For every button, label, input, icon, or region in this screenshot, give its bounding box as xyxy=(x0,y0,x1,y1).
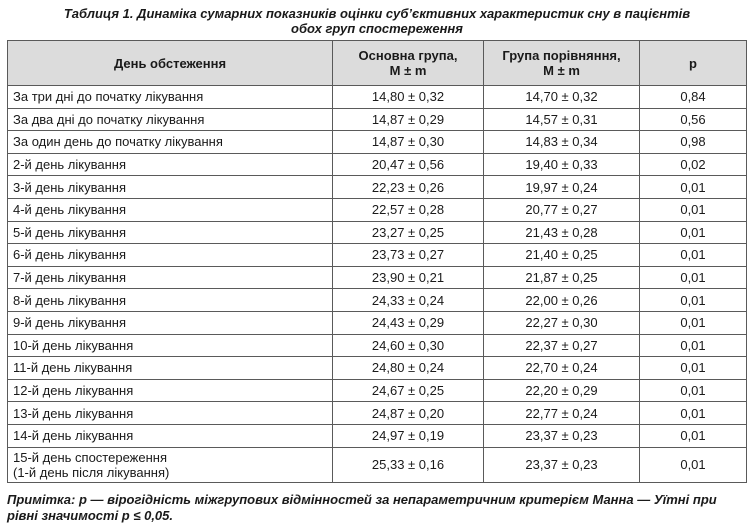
data-table xyxy=(7,40,747,483)
cell-main-group: 24,67 ± 0,25 xyxy=(333,379,484,402)
cell-main-group: 23,73 ± 0,27 xyxy=(333,244,484,267)
cell-day: 4-й день лікування xyxy=(8,198,333,221)
table-row xyxy=(8,221,747,244)
caption-line-1: Таблиця 1. Динаміка сумарних показників оцінки суб’єктивних характеристик сну в пацієнтів xyxy=(63,6,691,21)
header-comparison-group xyxy=(484,41,640,86)
cell-main-group: 24,80 ± 0,24 xyxy=(333,357,484,380)
cell-comparison-group: 23,37 ± 0,23 xyxy=(484,447,640,482)
cell-comparison-group: 14,57 ± 0,31 xyxy=(484,108,640,131)
cell-day: 7-й день лікування xyxy=(8,266,333,289)
cell-main-group: 24,43 ± 0,29 xyxy=(333,311,484,334)
cell-main-group: 22,57 ± 0,28 xyxy=(333,198,484,221)
cell-comparison-group: 14,83 ± 0,34 xyxy=(484,131,640,154)
header-main-group-label: Основна група, xyxy=(358,48,458,63)
table-row xyxy=(8,289,747,312)
cell-p-value: 0,01 xyxy=(640,311,747,334)
header-comparison-group-label: Група порівняння, xyxy=(502,48,621,63)
cell-main-group: 14,80 ± 0,32 xyxy=(333,86,484,109)
cell-day xyxy=(8,447,333,482)
cell-day-line-2: (1-й день після лікування) xyxy=(13,464,170,480)
table-row xyxy=(8,447,747,482)
cell-day: 9-й день лікування xyxy=(8,311,333,334)
cell-day: 8-й день лікування xyxy=(8,289,333,312)
cell-p-value: 0,01 xyxy=(640,266,747,289)
table-row xyxy=(8,357,747,380)
cell-comparison-group: 22,37 ± 0,27 xyxy=(484,334,640,357)
table-row xyxy=(8,266,747,289)
cell-p-value: 0,01 xyxy=(640,198,747,221)
cell-comparison-group: 22,00 ± 0,26 xyxy=(484,289,640,312)
cell-comparison-group: 21,40 ± 0,25 xyxy=(484,244,640,267)
cell-comparison-group: 22,27 ± 0,30 xyxy=(484,311,640,334)
cell-main-group: 24,87 ± 0,20 xyxy=(333,402,484,425)
table-row xyxy=(8,311,747,334)
table-row xyxy=(8,86,747,109)
table-row xyxy=(8,424,747,447)
cell-day: 12-й день лікування xyxy=(8,379,333,402)
cell-day-line-1: 15-й день спостереження xyxy=(13,449,167,465)
cell-day: 5-й день лікування xyxy=(8,221,333,244)
cell-day: 13-й день лікування xyxy=(8,402,333,425)
cell-p-value: 0,01 xyxy=(640,357,747,380)
cell-p-value: 0,01 xyxy=(640,424,747,447)
cell-comparison-group: 19,40 ± 0,33 xyxy=(484,153,640,176)
header-day: День обстеження xyxy=(8,41,333,86)
cell-comparison-group: 22,70 ± 0,24 xyxy=(484,357,640,380)
header-p: р xyxy=(640,41,747,86)
cell-day: 10-й день лікування xyxy=(8,334,333,357)
cell-day: За два дні до початку лікування xyxy=(8,108,333,131)
cell-p-value: 0,01 xyxy=(640,402,747,425)
table-row xyxy=(8,153,747,176)
table-row xyxy=(8,244,747,267)
table-body xyxy=(8,86,747,483)
cell-comparison-group: 21,43 ± 0,28 xyxy=(484,221,640,244)
cell-day: За три дні до початку лікування xyxy=(8,86,333,109)
cell-main-group: 25,33 ± 0,16 xyxy=(333,447,484,482)
cell-day: 2-й день лікування xyxy=(8,153,333,176)
cell-p-value: 0,01 xyxy=(640,221,747,244)
table-header-row xyxy=(8,41,747,86)
cell-day: За один день до початку лікування xyxy=(8,131,333,154)
cell-p-value: 0,01 xyxy=(640,289,747,312)
cell-main-group: 24,60 ± 0,30 xyxy=(333,334,484,357)
cell-day: 3-й день лікування xyxy=(8,176,333,199)
cell-p-value: 0,01 xyxy=(640,379,747,402)
cell-day: 6-й день лікування xyxy=(8,244,333,267)
table-row xyxy=(8,198,747,221)
cell-comparison-group: 22,20 ± 0,29 xyxy=(484,379,640,402)
table-note: Примітка: р — вірогідність міжгрупових відмінностей за непараметричним критерієм Манна — Уїтні при рівні значимості р ≤ 0,05. xyxy=(7,492,717,523)
cell-day: 11-й день лікування xyxy=(8,357,333,380)
table-row xyxy=(8,379,747,402)
cell-p-value: 0,98 xyxy=(640,131,747,154)
caption-line-2: обох груп спостереження xyxy=(291,21,463,36)
table-row xyxy=(8,334,747,357)
cell-main-group: 23,90 ± 0,21 xyxy=(333,266,484,289)
cell-main-group: 14,87 ± 0,30 xyxy=(333,131,484,154)
table-row xyxy=(8,131,747,154)
cell-comparison-group: 21,87 ± 0,25 xyxy=(484,266,640,289)
cell-day: 14-й день лікування xyxy=(8,424,333,447)
table-caption xyxy=(0,6,754,36)
cell-p-value: 0,56 xyxy=(640,108,747,131)
cell-comparison-group: 22,77 ± 0,24 xyxy=(484,402,640,425)
header-main-group-unit: M ± m xyxy=(389,63,427,78)
cell-p-value: 0,01 xyxy=(640,447,747,482)
cell-main-group: 14,87 ± 0,29 xyxy=(333,108,484,131)
cell-main-group: 22,23 ± 0,26 xyxy=(333,176,484,199)
table-row xyxy=(8,402,747,425)
cell-p-value: 0,01 xyxy=(640,244,747,267)
cell-p-value: 0,01 xyxy=(640,334,747,357)
cell-main-group: 20,47 ± 0,56 xyxy=(333,153,484,176)
cell-p-value: 0,01 xyxy=(640,176,747,199)
cell-main-group: 24,33 ± 0,24 xyxy=(333,289,484,312)
cell-comparison-group: 14,70 ± 0,32 xyxy=(484,86,640,109)
cell-p-value: 0,84 xyxy=(640,86,747,109)
header-main-group xyxy=(333,41,484,86)
cell-main-group: 23,27 ± 0,25 xyxy=(333,221,484,244)
cell-p-value: 0,02 xyxy=(640,153,747,176)
header-comparison-group-unit: M ± m xyxy=(543,63,580,78)
cell-comparison-group: 20,77 ± 0,27 xyxy=(484,198,640,221)
cell-comparison-group: 23,37 ± 0,23 xyxy=(484,424,640,447)
table-row xyxy=(8,108,747,131)
table-row xyxy=(8,176,747,199)
cell-main-group: 24,97 ± 0,19 xyxy=(333,424,484,447)
cell-comparison-group: 19,97 ± 0,24 xyxy=(484,176,640,199)
